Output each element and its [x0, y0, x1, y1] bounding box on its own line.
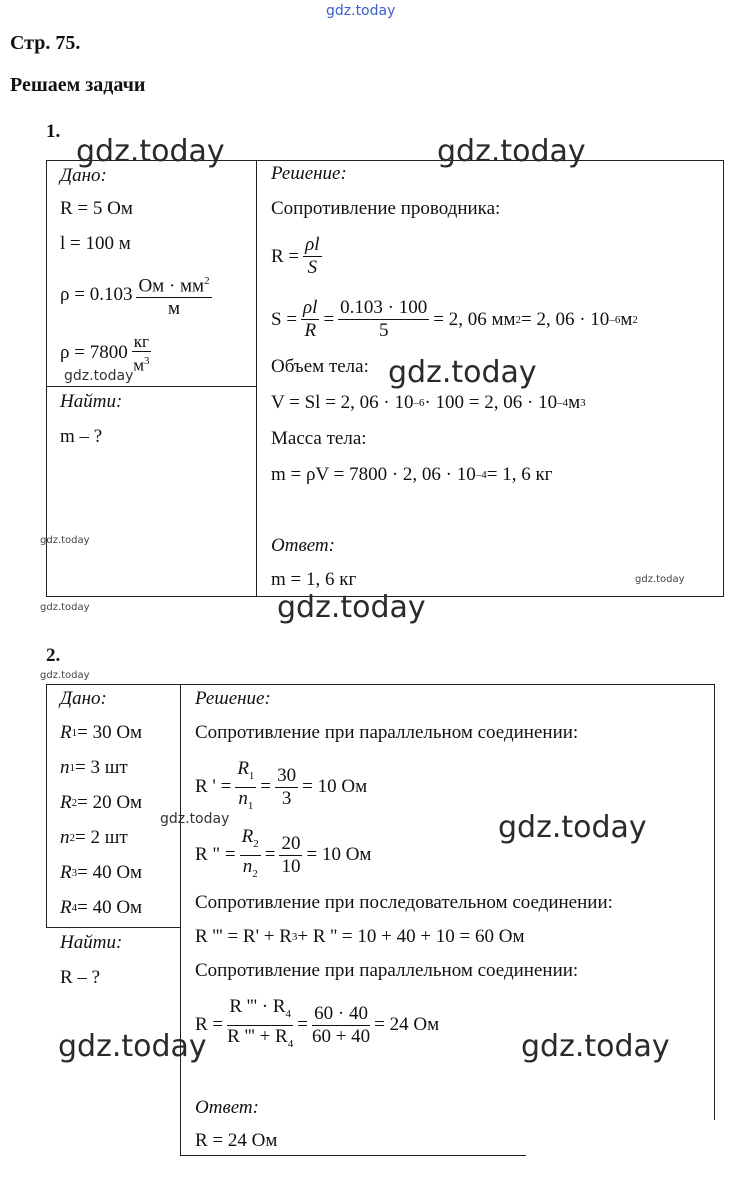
p2-formula-total: R = $\frac{R ''' \cdot R_4}{R ''' + R_4}$ = $\frac{60 \cdot 40}{60 + 40}$ = 24 Ом [195, 996, 440, 1050]
p2-formula-r-double-prime: R " = $\frac{R_2}{n_2}$ = $\frac{20}{10}$ = 10 Ом [195, 826, 372, 880]
p2-answer-header: Ответ : [195, 1097, 259, 1118]
p2-answer-label: Ответ [195, 1097, 253, 1118]
p1-given-r: R = 5 Ом [60, 198, 133, 219]
p2-given-r1: R 1 = 30 Ом [60, 722, 143, 743]
p1-find-value: m – ? [60, 426, 103, 447]
watermark-big-2: gdz.today [437, 134, 586, 169]
section-title: Решаем задачи [10, 74, 146, 96]
watermark-small-3: gdz.today [635, 574, 685, 585]
p2-given-n2: n 2 = 2 шт [60, 827, 128, 848]
p1-answer-header: Ответ : [271, 535, 335, 556]
p1-given-header: Дано : [60, 165, 107, 186]
p1-given-rho: ρ = 0.103 $\frac{Ом \cdot мм^2}{м}$ [60, 270, 216, 320]
p1-answer-value: m = 1, 6 кг [271, 569, 357, 590]
p2-solution-label: Решение [195, 688, 265, 709]
watermark-big-5: gdz.today [498, 810, 647, 845]
p2-answer-value: R = 24 Ом [195, 1130, 278, 1151]
watermark-top: gdz.today [326, 3, 396, 19]
p2-formula-r-triple-prime: R ''' = R' + R 3 + R '' = 10 + 40 + 10 = 60 Ом [195, 926, 525, 947]
p2-solution-line1: Сопротивление при параллельном соединении: [195, 722, 579, 743]
p1-solution-label: Решение [271, 163, 341, 184]
problem-2-number: 2. [46, 645, 61, 666]
p1-solution-line1: Сопротивление проводника: [271, 198, 501, 219]
p1-volume-label: Объем тела: [271, 356, 369, 377]
p1-answer-label: Ответ [271, 535, 329, 556]
p2-solution-line3: Сопротивление при параллельном соединении: [195, 960, 579, 981]
p2-solution-line2: Сопротивление при последовательном соединении: [195, 892, 613, 913]
p2-given-r4: R 4 = 40 Ом [60, 897, 143, 918]
p2-given-header: Дано : [60, 688, 107, 709]
p1-solution-header: Решение : [271, 163, 347, 184]
p2-given-r2: R 2 = 20 Ом [60, 792, 143, 813]
p1-mass-formula: m = ρV = 7800 · 2, 06 · 10 –4 = 1, 6 кг [271, 464, 553, 485]
p1-rho-fraction: $\frac{Ом \cdot мм^2}{м}$ [136, 270, 211, 320]
watermark-small-2: gdz.today [40, 602, 90, 613]
watermark-small-1: gdz.today [40, 535, 90, 546]
page-label: Стр. 75. [10, 32, 81, 54]
p2-find-value: R – ? [60, 967, 101, 988]
p2-given-r3: R 3 = 40 Ом [60, 862, 143, 883]
p1-find-label: Найти [60, 391, 116, 412]
watermark-big-6: gdz.today [58, 1029, 207, 1064]
p2-given-label: Дано [60, 688, 101, 709]
watermark-big-1: gdz.today [76, 134, 225, 169]
p2-find-label: Найти [60, 932, 116, 953]
p2-formula-r-prime: R ' = $\frac{R_1}{n_1}$ = $\frac{30}{3}$ = 10 Ом [195, 758, 368, 812]
p1-formula-area: S = $\frac{\rho l}{R}$ = $\frac{0.103 \cdot 100}{5}$ = 2, 06 мм 2 = 2, 06 · 10 –6 м 2 [271, 297, 638, 341]
p1-density-fraction: $\frac{кг}{м^3}$ [133, 332, 150, 375]
p2-given-n1: n 1 = 3 шт [60, 757, 128, 778]
watermark-big-7: gdz.today [521, 1029, 670, 1064]
watermark-medium-1: gdz.today [64, 368, 134, 384]
p1-volume-formula: V = Sl = 2, 06 · 10 –6 · 100 = 2, 06 · 10 –4 м 3 [271, 392, 586, 413]
watermark-big-4: gdz.today [277, 590, 426, 625]
p1-find-header: Найти : [60, 391, 123, 412]
p1-given-l: l = 100 м [60, 233, 131, 254]
p1-formula-resistance: R = $\frac{\rho l}{S}$ [271, 234, 320, 278]
watermark-small-4: gdz.today [40, 670, 90, 681]
p2-find-header: Найти : [60, 932, 123, 953]
p1-given-density: ρ = 7800 $\frac{кг}{м^3}$ [60, 332, 150, 375]
problem-1-number: 1. [46, 121, 61, 142]
p1-mass-label: Масса тела: [271, 428, 367, 449]
watermark-big-3: gdz.today [388, 355, 537, 390]
p2-solution-header: Решение : [195, 688, 271, 709]
watermark-medium-2: gdz.today [160, 811, 230, 827]
p1-given-label: Дано [60, 165, 101, 186]
